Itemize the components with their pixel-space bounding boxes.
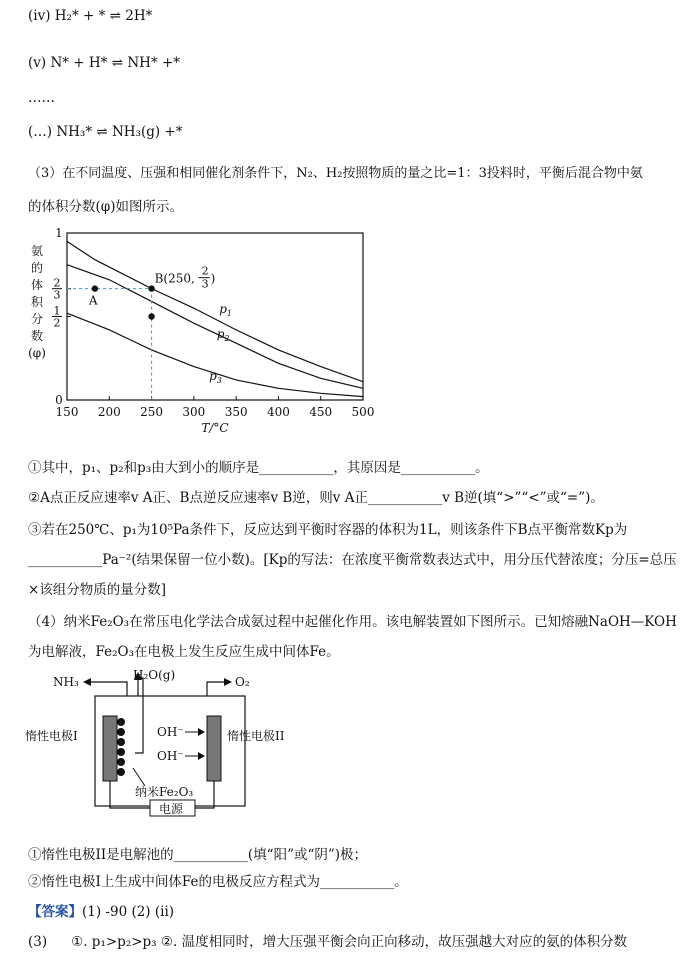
answer-1: (1) -90 (2) (ii) bbox=[82, 904, 175, 920]
point-B-frac-num: 2 bbox=[201, 264, 209, 278]
y-axis-label-char: 分 bbox=[30, 312, 44, 326]
y-tick-label: 0 bbox=[55, 393, 63, 407]
answer-line-2 bbox=[28, 930, 627, 950]
o2-outlet-tube bbox=[207, 682, 225, 696]
data-point-B bbox=[148, 285, 154, 291]
sub-question-e1: ①惰性电极II是电解池的___________(填“阳”或“阴”)极； bbox=[28, 847, 368, 863]
nh3-outlet-tube bbox=[90, 682, 127, 696]
answer-3-number: (3) bbox=[28, 934, 48, 950]
sub-question-e2: ②惰性电极I上生成中间体Fe的电极反应方程式为___________。 bbox=[28, 874, 408, 890]
y-axis-label-char: 数 bbox=[30, 329, 44, 343]
question-4-line1: （4）纳米Fe₂O₃在常压电化学法合成氨过程中起催化作用。该电解装置如下图所示。已知熔融NaOH—KOH bbox=[28, 614, 677, 630]
h2o-label: H₂O(g) bbox=[133, 668, 176, 682]
series-label-p1: $p_1$ bbox=[219, 302, 233, 319]
x-tick-label: 450 bbox=[309, 405, 333, 419]
fe2o3-label: 纳米Fe₂O₃ bbox=[135, 785, 194, 799]
x-tick-label: 350 bbox=[224, 405, 248, 419]
y-tick-label-num: 1 bbox=[53, 304, 61, 318]
question-3-line1: （3）在不同温度、压强和相同催化剂条件下，N₂、H₂按照物质的量之比=1：3投料时，平衡后混合物中氨 bbox=[28, 166, 643, 181]
x-tick-label: 250 bbox=[140, 405, 164, 419]
y-tick-label: 1 bbox=[55, 226, 63, 240]
o2-label: O₂ bbox=[235, 675, 250, 689]
point-B-label: B(250, bbox=[154, 271, 195, 286]
x-tick-label: 150 bbox=[55, 405, 79, 419]
oh-label-2: OH⁻ bbox=[157, 749, 184, 763]
series-label-p2: $p_2$ bbox=[216, 327, 230, 344]
x-tick-label: 200 bbox=[97, 405, 121, 419]
electrolysis-diagram bbox=[25, 668, 325, 828]
point-B-close: ) bbox=[210, 271, 216, 286]
x-tick-label: 300 bbox=[182, 405, 206, 419]
series-line-p1 bbox=[67, 241, 363, 381]
series-line-p3 bbox=[67, 313, 363, 397]
x-tick-label: 500 bbox=[351, 405, 375, 419]
step-v: (v) N* + H* ⇌ NH* +* bbox=[28, 55, 181, 71]
nh3-label: NH₃ bbox=[53, 675, 79, 689]
y-tick-label-den: 2 bbox=[53, 316, 61, 330]
step-iv: (iv) H₂* + * ⇌ 2H* bbox=[28, 8, 153, 24]
sub-question-3-line1: ③若在250℃、p₁为10⁵Pa条件下，反应达到平衡时容器的体积为1L，则该条件下B点平衡常数Kp为 bbox=[28, 522, 628, 538]
x-tick-label: 400 bbox=[266, 405, 290, 419]
sub-question-2: ②A点正反应速率v A正、B点逆反应速率v B逆，则v A正___________v B逆(填“>”“<”或“=”)。 bbox=[28, 490, 604, 506]
answer-line-1 bbox=[28, 900, 174, 920]
step-last: (…) NH₃* ⇌ NH₃(g) +* bbox=[28, 124, 183, 140]
y-tick-label-den: 3 bbox=[53, 288, 61, 302]
y-axis-label-char: 体 bbox=[30, 278, 44, 292]
y-axis-label-char: 的 bbox=[30, 261, 44, 275]
data-point-unlabeled bbox=[148, 313, 154, 319]
answer-3-body: ①. p₁>p₂>p₃ ②. 温度相同时，增大压强平衡会向正向移动，故压强越大对应的氨的体积分数 bbox=[71, 934, 628, 950]
oh-label-1: OH⁻ bbox=[157, 725, 184, 739]
electrode-1-label: 惰性电极I bbox=[25, 729, 78, 743]
electrode-1 bbox=[103, 716, 117, 781]
question-3-line2: 的体积分数(φ)如图所示。 bbox=[28, 199, 183, 215]
ammonia-fraction-chart bbox=[25, 225, 405, 440]
sub-question-1: ①其中，p₁、p₂和p₃由大到小的顺序是___________，其原因是___________。 bbox=[28, 460, 489, 476]
point-A-label: A bbox=[88, 293, 98, 308]
data-point-A bbox=[92, 285, 98, 291]
y-axis-label-char: 氨 bbox=[30, 244, 44, 258]
point-B-frac-den: 3 bbox=[201, 277, 209, 291]
h2o-inlet-tube bbox=[135, 678, 143, 753]
y-axis-label-char: (φ) bbox=[28, 346, 46, 360]
sub-question-3-line3: ×该组分物质的量分数] bbox=[28, 582, 167, 598]
x-axis-label: T/°C bbox=[201, 421, 229, 435]
sub-question-3-line2: ___________Pa⁻²(结果保留一位小数)。[Kp的写法：在浓度平衡常数表达式中，用分压代替浓度；分压=总压 bbox=[28, 552, 677, 568]
fe2o3-particles bbox=[117, 718, 125, 776]
y-tick-label-num: 2 bbox=[53, 276, 61, 290]
question-4-line2: 为电解液，Fe₂O₃在电极上发生反应生成中间体Fe。 bbox=[28, 644, 340, 660]
series-label-p3: $p_3$ bbox=[209, 368, 222, 385]
answer-tag: 【答案】 bbox=[28, 904, 82, 920]
electrode-2 bbox=[207, 716, 221, 781]
y-axis-label-char: 积 bbox=[30, 295, 44, 309]
ellipsis: …… bbox=[28, 90, 55, 106]
power-label: 电源 bbox=[159, 802, 184, 816]
electrode-2-label: 惰性电极II bbox=[227, 729, 285, 743]
